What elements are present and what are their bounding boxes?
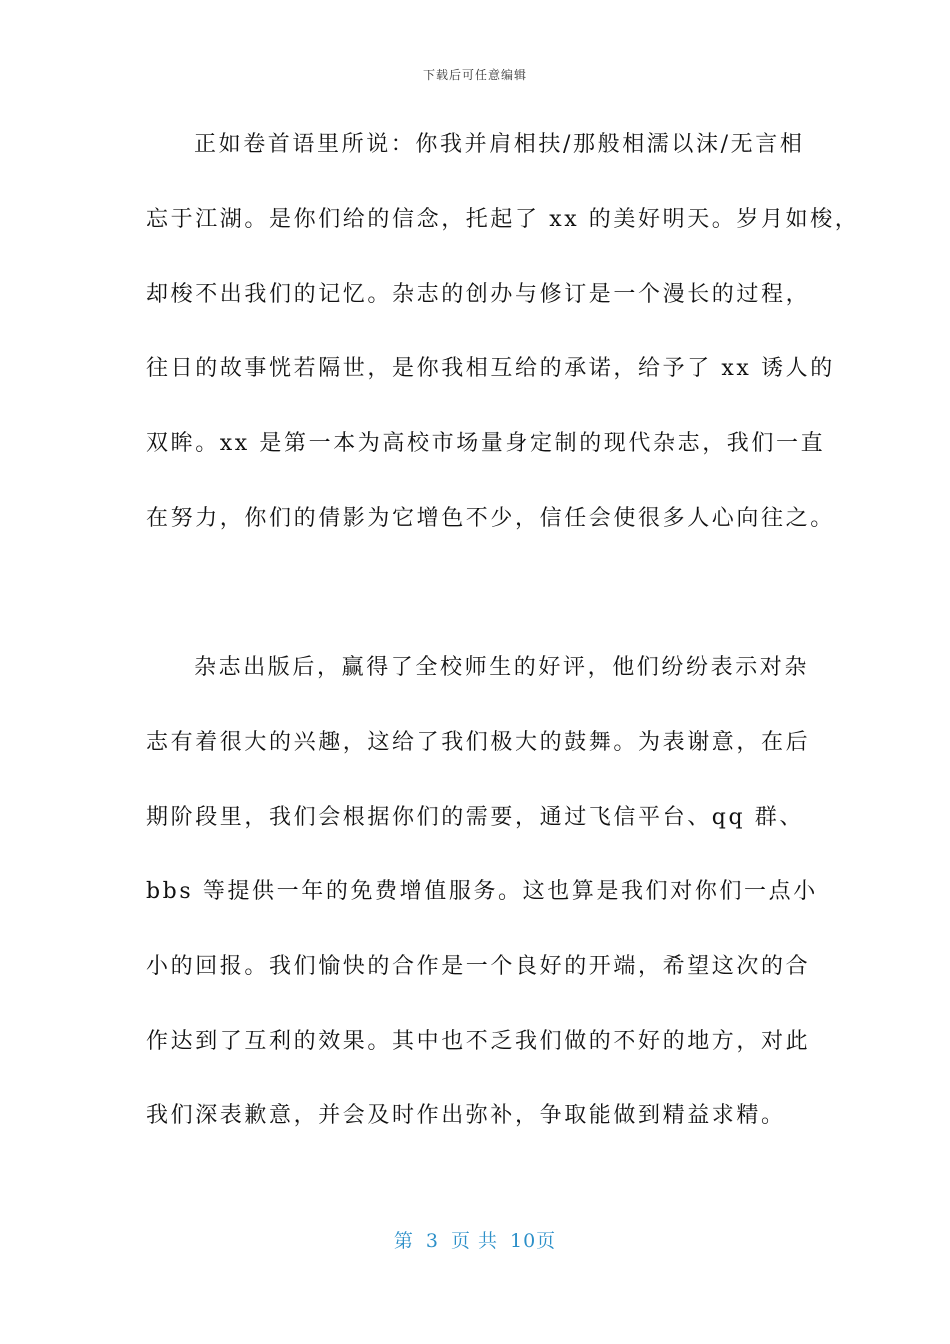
paragraph-line: 正如卷首语里所说：你我并肩相扶/那般相濡以沫/无言相 <box>194 132 805 157</box>
paragraph-line: 忘于江湖。是你们给的信念，托起了 xx 的美好明天。岁月如梭， <box>146 207 860 232</box>
footer-label-before: 第 <box>393 1230 414 1252</box>
total-pages: 10页 <box>509 1230 557 1252</box>
paragraph-line: 杂志出版后，赢得了全校师生的好评，他们纷纷表示对杂 <box>194 655 810 680</box>
paragraph-line: 小的回报。我们愉快的合作是一个良好的开端，希望这次的合 <box>146 954 811 979</box>
paragraph-line: 志有着很大的兴趣，这给了我们极大的鼓舞。为表谢意，在后 <box>146 730 811 755</box>
page-number-footer <box>0 1226 950 1253</box>
paragraph-line: 我们深表歉意，并会及时作出弥补，争取能做到精益求精。 <box>146 1103 786 1128</box>
paragraph-line: 在努力，你们的倩影为它增色不少，信任会使很多人心向往之。 <box>146 506 835 531</box>
current-page-number: 3 <box>425 1230 439 1252</box>
paragraph-line: 期阶段里，我们会根据你们的需要，通过飞信平台、qq 群、 <box>146 805 804 830</box>
paragraph-line: 作达到了互利的效果。其中也不乏我们做的不好的地方，对此 <box>146 1029 811 1054</box>
paragraph-line: bbs 等提供一年的免费增值服务。这也算是我们对你们一点小 <box>146 879 818 904</box>
header-note: 下载后可任意编辑 <box>422 68 527 82</box>
paragraph-line: 却梭不出我们的记忆。杂志的创办与修订是一个漫长的过程， <box>146 282 811 307</box>
footer-label-mid: 页 共 <box>450 1230 498 1252</box>
paragraph-line: 双眸。xx 是第一本为高校市场量身定制的现代杂志，我们一直 <box>146 431 826 456</box>
paragraph-line: 往日的故事恍若隔世，是你我相互给的承诺，给予了 xx 诱人的 <box>146 356 835 381</box>
